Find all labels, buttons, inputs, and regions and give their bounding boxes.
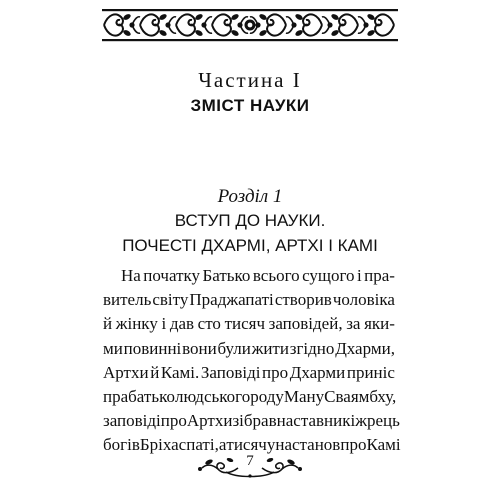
word: про [262, 362, 289, 382]
word: роду [250, 386, 284, 406]
word: На [121, 266, 141, 285]
text-line [103, 264, 395, 288]
word: сущого [302, 266, 355, 285]
word: Дхарми [289, 362, 346, 382]
word: Дхарми, [335, 338, 395, 358]
word: й [103, 314, 113, 334]
body-paragraph [103, 264, 401, 458]
word: жити [251, 338, 289, 358]
word: згідно [289, 338, 335, 358]
word: вони [182, 338, 217, 358]
word: прабатько [103, 386, 175, 406]
word: були [217, 338, 251, 358]
word: за [346, 314, 361, 334]
word: настанов [275, 435, 341, 455]
word: про [340, 435, 367, 455]
word: зібрав [232, 411, 277, 431]
word: світу [152, 290, 189, 310]
word: Артхи [103, 362, 149, 382]
part-title: ЗМІСТ НАУКИ [190, 96, 310, 115]
word: витель [103, 290, 152, 310]
word: пра- [364, 266, 395, 285]
word: Праджапаті [189, 290, 274, 310]
word: тисяч [224, 314, 266, 334]
page-number: 7 [246, 453, 254, 469]
word: і [350, 411, 356, 431]
word: повинні [123, 338, 182, 358]
word: жрець [355, 411, 400, 431]
text-line [103, 361, 395, 385]
word: Камі [366, 435, 401, 455]
word: Заповіді [200, 362, 261, 382]
chapter-title [0, 208, 500, 258]
floral-border-ornament-icon [102, 8, 398, 42]
chapter-label: Розділ 1 [217, 186, 283, 207]
page-footer [196, 452, 304, 478]
word: богів [103, 435, 140, 455]
part-label: Частина I [198, 68, 302, 92]
word: приніс [346, 362, 395, 382]
word: жінку [115, 314, 158, 334]
word: і [161, 314, 167, 334]
word: і [356, 266, 362, 285]
word: Сваямбху, [324, 386, 397, 406]
text-line [103, 288, 395, 312]
chapter-title-line-1: ВСТУП ДО НАУКИ. [174, 211, 326, 230]
word: дав [169, 314, 195, 334]
word: Артхи [186, 411, 233, 431]
text-line [103, 409, 400, 433]
word: чоловіка [332, 290, 395, 310]
text-line [103, 385, 395, 409]
word: Батько [202, 266, 251, 285]
word: й [150, 362, 160, 382]
word: сто [197, 314, 221, 334]
text-line [103, 337, 395, 361]
chapter-title-line-2: ПОЧЕСТІ ДХАРМІ, АРТХІ І КАМІ [122, 236, 378, 255]
word: яки- [364, 314, 395, 334]
word: заповіді [103, 411, 161, 431]
word: Камі. [160, 362, 200, 382]
word: Ману [283, 386, 325, 406]
word: Бріхаспаті, [139, 435, 219, 455]
word: людського [174, 386, 251, 406]
word: про [160, 411, 187, 431]
word: а [218, 435, 227, 455]
word: наставник [276, 411, 351, 431]
word: ми [103, 338, 123, 358]
word: тисячу [226, 435, 276, 455]
word: початку [143, 266, 201, 285]
word: створив [274, 290, 332, 310]
text-line [103, 312, 395, 336]
word: заповідей, [268, 314, 343, 334]
word: всього [252, 266, 300, 285]
